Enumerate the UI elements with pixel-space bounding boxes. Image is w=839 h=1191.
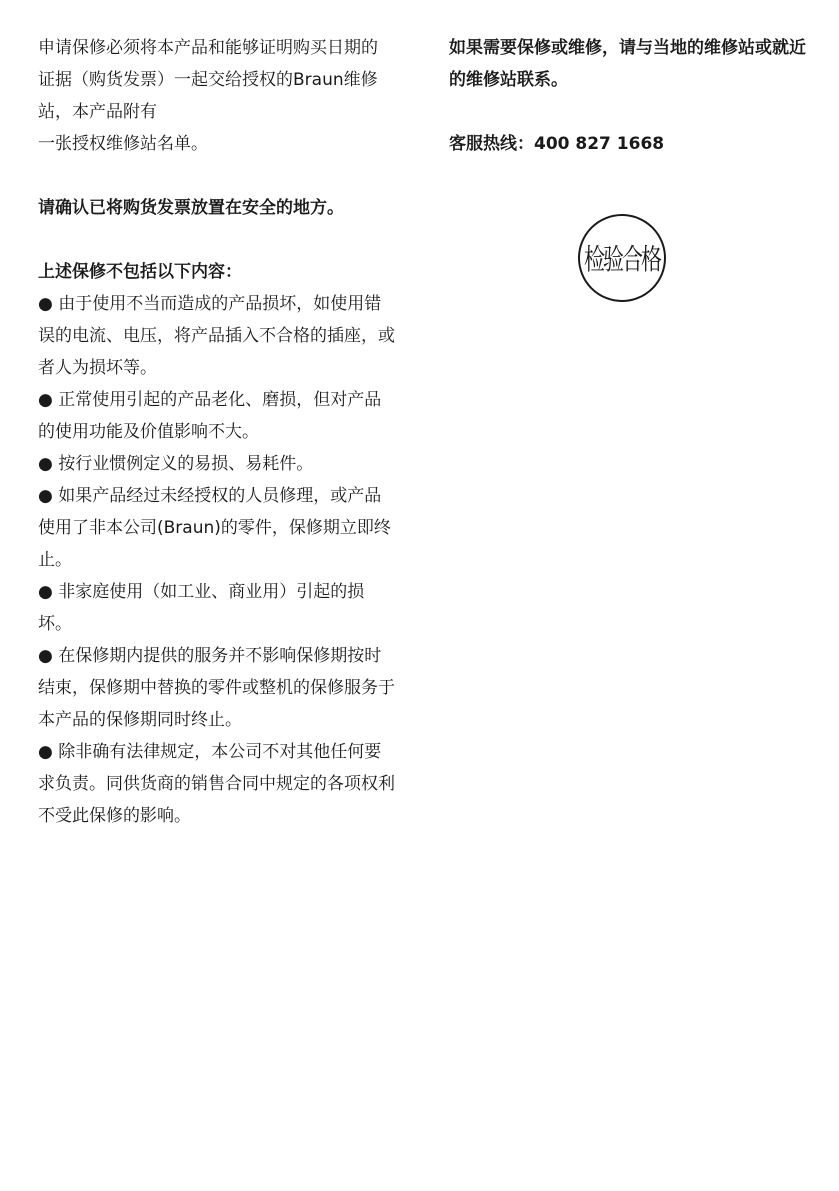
contact-note: 如果需要保修或维修，请与当地的维修站或就近的维修站联系。	[449, 38, 806, 90]
stamp-text: 检验合格	[584, 243, 660, 276]
warranty-intro: 申请保修必须将本产品和能够证明购买日期的证据（购货发票）一起交给授权的Braun维修站，本产品附有	[38, 38, 378, 122]
exclusion-item: ● 正常使用引起的产品老化、磨损，但对产品的使用功能及价值影响不大。	[38, 390, 382, 442]
warranty-intro-list: 一张授权维修站名单。	[38, 134, 208, 154]
inspection-stamp	[578, 214, 666, 302]
right-column	[449, 32, 809, 160]
exclusion-item: ● 非家庭使用（如工业、商业用）引起的损坏。	[38, 582, 365, 634]
service-hotline: 客服热线：400 827 1668	[449, 134, 665, 154]
exclusion-item: ● 如果产品经过未经授权的人员修理，或产品使用了非本公司(Braun)的零件，保修期立即终止。	[38, 486, 391, 570]
left-column	[38, 32, 396, 832]
exclusion-item: ● 由于使用不当而造成的产品损坏，如使用错误的电流、电压，将产品插入不合格的插座，或者人为损坏等。	[38, 294, 395, 378]
exclusion-item: ● 按行业惯例定义的易损、易耗件。	[38, 454, 314, 474]
exclusions-heading: 上述保修不包括以下内容：	[38, 262, 242, 282]
exclusion-item: ● 在保修期内提供的服务并不影响保修期按时结束，保修期中替换的零件或整机的保修服务于本产品的保修期同时终止。	[38, 646, 395, 730]
exclusion-item: ● 除非确有法律规定，本公司不对其他任何要求负责。同供货商的销售合同中规定的各项权利不受此保修的影响。	[38, 742, 395, 826]
invoice-note: 请确认已将购货发票放置在安全的地方。	[38, 198, 344, 218]
